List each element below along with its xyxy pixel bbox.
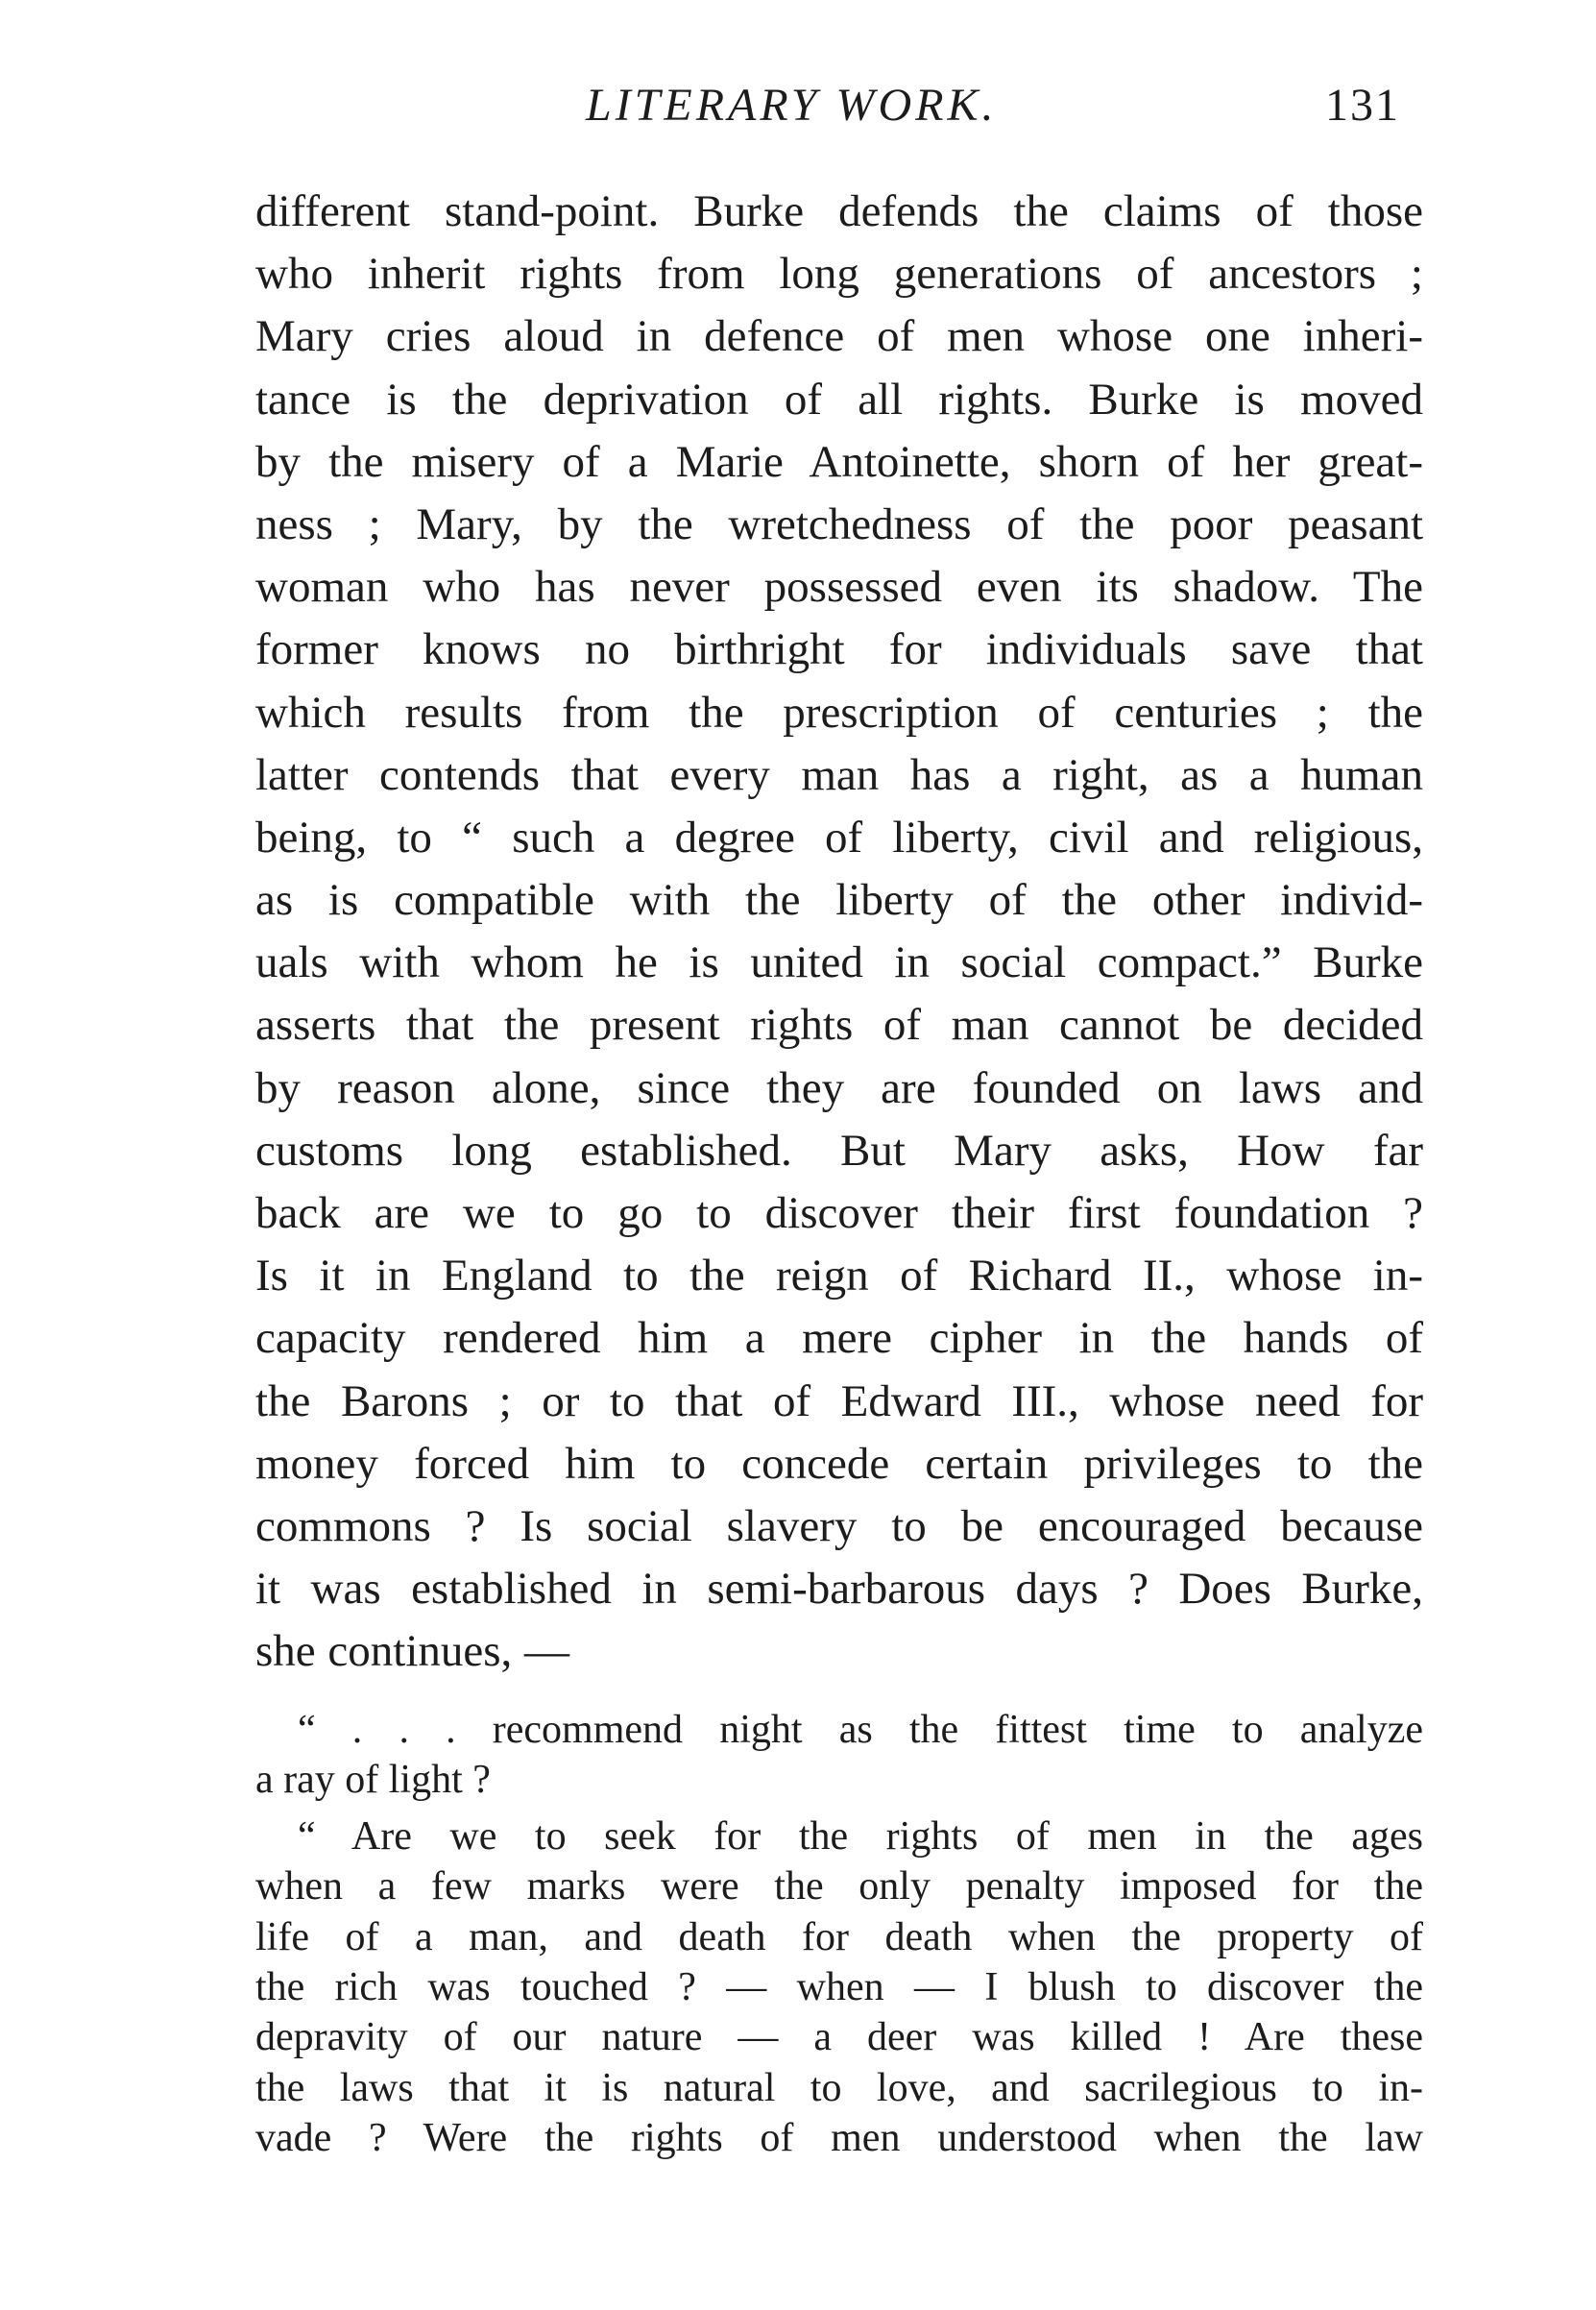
quote-line: the laws that it is natural to love, and sacrilegious to in-: [255, 2065, 1423, 2110]
quote-line: a ray of light ?: [255, 1758, 491, 1803]
text-line: woman who has never possessed even its shadow. The: [255, 562, 1423, 613]
text-line: latter contends that every man has a right, as a human: [255, 749, 1423, 800]
text-line: customs long established. But Mary asks, How far: [255, 1125, 1423, 1176]
text-line: who inherit rights from long generations of ancestors ;: [255, 249, 1423, 300]
text-line: she continues, —: [255, 1626, 570, 1677]
text-line: by the misery of a Marie Antoinette, shorn of her great-: [255, 436, 1423, 487]
text-line: back are we to go to discover their first foundation ?: [255, 1188, 1423, 1238]
quote-line: when a few marks were the only penalty imposed for the: [255, 1864, 1423, 1909]
quote-line: “ . . . recommend night as the fittest time to analyze: [298, 1708, 1423, 1752]
running-head: [0, 79, 1596, 136]
block-quote: [255, 1705, 1423, 2164]
running-title: LITERARY WORK.: [586, 80, 998, 131]
quote-line: the rich was touched ? — when — I blush to discover the: [255, 1964, 1423, 2009]
text-line: by reason alone, since they are founded on laws and: [255, 1062, 1423, 1113]
text-line: Is it in England to the reign of Richard II., whose in-: [255, 1251, 1423, 1301]
text-line: the Barons ; or to that of Edward III., whose need for: [255, 1375, 1423, 1426]
text-line: being, to “ such a degree of liberty, civil and religious,: [255, 812, 1423, 863]
quote-line: life of a man, and death for death when the property of: [255, 1914, 1423, 1959]
text-line: as is compatible with the liberty of the other individ-: [255, 875, 1423, 926]
text-line: it was established in semi-barbarous days ? Does Burke,: [255, 1564, 1423, 1615]
text-line: uals with whom he is united in social compact.” Burke: [255, 937, 1423, 988]
text-line: Mary cries aloud in defence of men whose one inheri-: [255, 311, 1423, 362]
text-line: ness ; Mary, by the wretchedness of the poor peasant: [255, 498, 1423, 549]
text-line: tance is the deprivation of all rights. Burke is moved: [255, 374, 1423, 425]
text-line: former knows no birthright for individuals save that: [255, 624, 1423, 675]
page-number: 131: [1325, 80, 1400, 131]
text-line: commons ? Is social slavery to be encouraged because: [255, 1500, 1423, 1551]
body-paragraph: [255, 181, 1423, 1684]
text-line: which results from the prescription of centuries ; the: [255, 687, 1423, 738]
text-line: money forced him to concede certain privileges to the: [255, 1438, 1423, 1489]
text-line: different stand-point. Burke defends the claims of those: [255, 186, 1423, 236]
quote-line: depravity of our nature — a deer was killed ! Are these: [255, 2015, 1423, 2060]
text-line: asserts that the present rights of man cannot be decided: [255, 1000, 1423, 1051]
quote-line: “ Are we to seek for the rights of men in the ages: [298, 1813, 1423, 1859]
text-line: capacity rendered him a mere cipher in the hands of: [255, 1313, 1423, 1364]
quote-line: vade ? Were the rights of men understood when the law: [255, 2116, 1423, 2161]
